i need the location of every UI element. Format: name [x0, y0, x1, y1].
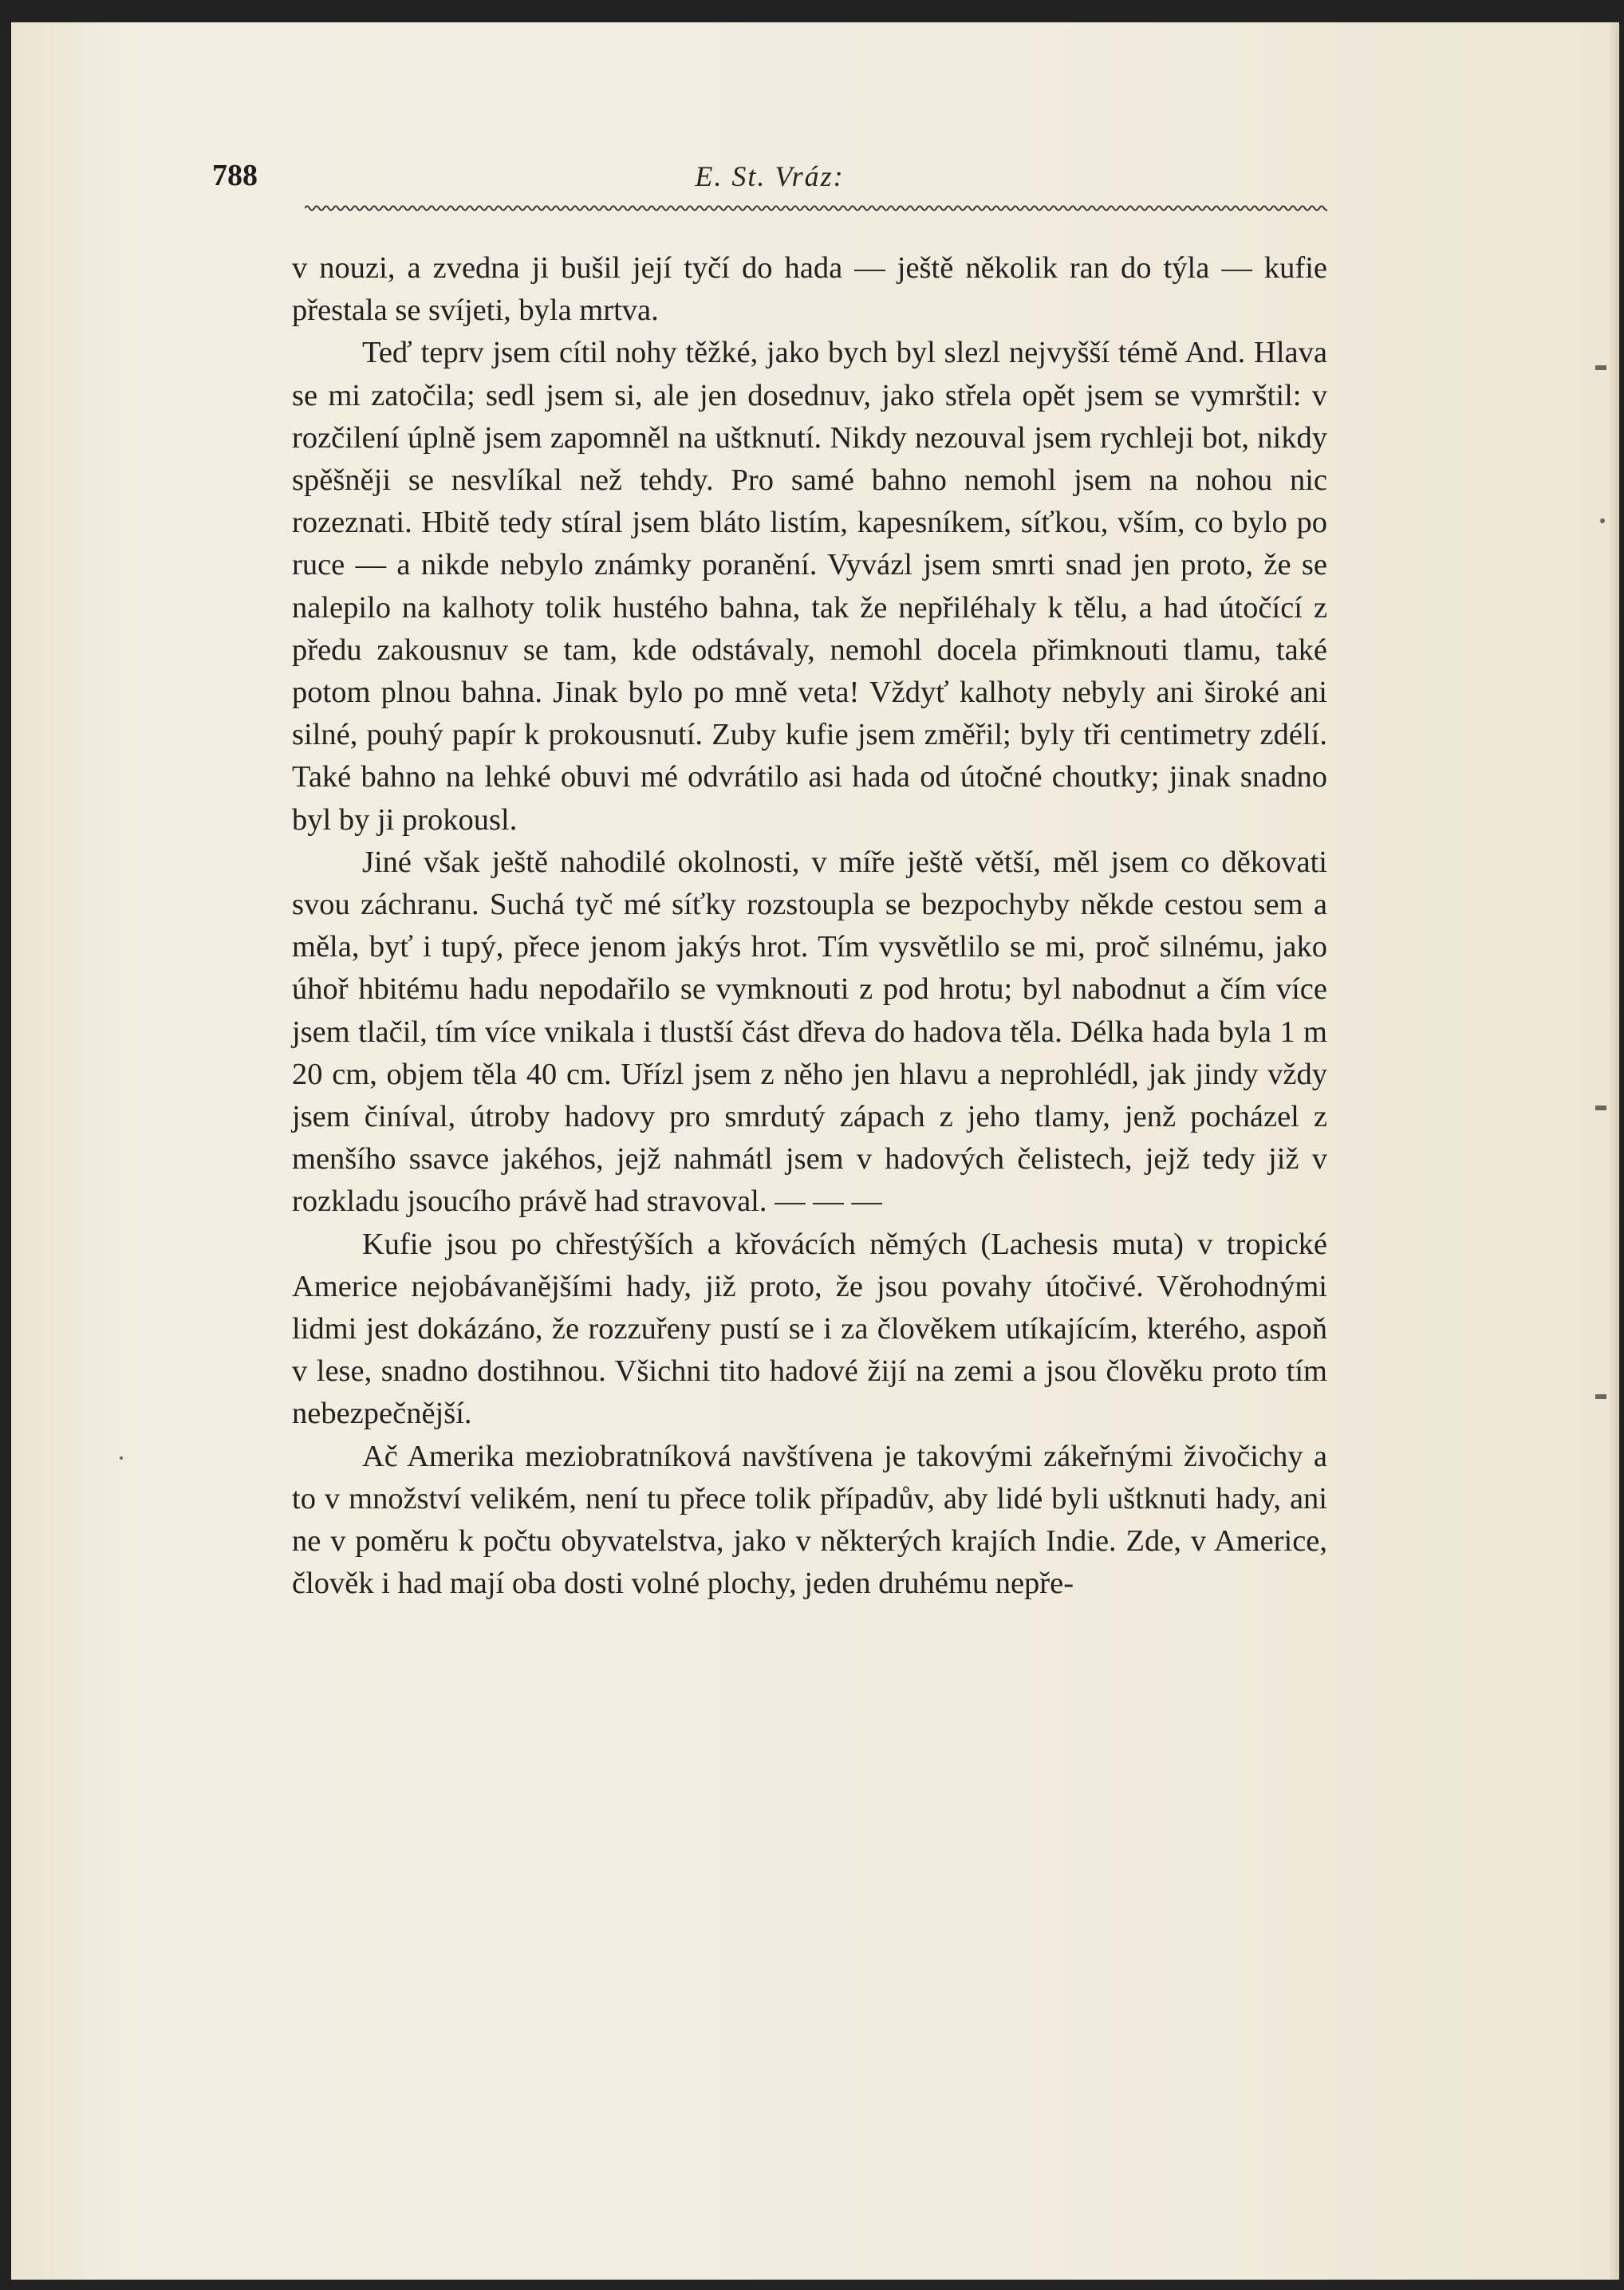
margin-mark: [1595, 1106, 1606, 1110]
paragraph-5: Ač Amerika meziobratníková navštívena je takovými zákeřnými živočichy a to v množství velikém, není tu přece tolik případův, aby lidé byli uštknuti hady, ani ne v poměru k počtu obyvatelstva, jako v některých krajích Indie. Zde, v Americe, člověk i had mají oba dosti volné plochy, jeden druhému nepře-: [292, 1439, 1327, 1601]
body-text: [292, 247, 1327, 1606]
paragraph-1: v nouzi, a zvedna ji bušil její tyčí do hada — ještě několik ran do týla — kufie přestala se svíjeti, byla mrtva.: [292, 251, 1327, 328]
margin-mark: [1595, 1394, 1606, 1399]
running-head: E. St. Vráz:: [695, 160, 845, 192]
page-header: [212, 158, 1327, 206]
margin-mark: [1600, 518, 1605, 523]
page-edge: [1610, 22, 1619, 2280]
margin-mark: [120, 1456, 123, 1460]
paragraph-3: Jiné však ještě nahodilé okolnosti, v míře ještě větší, měl jsem co děkovati svou záchranu. Suchá tyč mé síťky rozstoupla se bezpochyby někde cestou sem a měla, byť i tupý, přece jenom jakýs hrot. Tím vysvětlilo se mi, proč silnému, jako úhoř hbitému hadu nepodařilo se vymknouti z pod hrotu; byl nabodnut a čím více jsem tlačil, tím více vnikala i tlustší část dřeva do hadova těla. Délka hada byla 1 m 20 cm, objem těla 40 cm. Uřízl jsem z něho jen hlavu a neprohlédl, jak jindy vždy jsem činíval, útroby hadovy pro smrdutý zápach z jeho tlamy, jenž pocházel z menšího ssavce jakéhos, jejž nahmátl jsem v hadových čelistech, jejž tedy již v rozkladu jsoucího právě had stravoval. — — —: [292, 845, 1327, 1219]
paragraph-4: Kufie jsou po chřestýších a křovácích němých (Lachesis muta) v tropické Americe nejobávanějšími hady, již proto, že jsou povahy útočivé. Věrohodnými lidmi jest dokázáno, že rozzuřeny pustí se i za člověkem utíkajícím, kterého, aspoň v lese, snadno dostihnou. Všichni tito hadové žijí na zemi a jsou člověku proto tím nebezpečnější.: [292, 1227, 1327, 1431]
page-number: 788: [212, 159, 258, 192]
margin-mark: [1595, 365, 1606, 370]
book-page: [11, 22, 1619, 2280]
header-wavy-rule: [305, 203, 1327, 214]
paragraph-2: Teď teprv jsem cítil nohy těžké, jako bych byl slezl nejvyšší témě And. Hlava se mi zatočila; sedl jsem si, ale jen dosednuv, jako střela opět jsem se vymrštil: v rozčilení úplně jsem zapomněl na uštknutí. Nikdy nezouval jsem rychleji bot, nikdy spěšněji se nesvlíkal než tehdy. Pro samé bahno nemohl jsem na nohou nic rozeznati. Hbitě tedy stíral jsem bláto listím, kapesníkem, síťkou, vším, co bylo po ruce — a nikde nebylo známky poranění. Vyvázl jsem smrti snad jen proto, že se nalepilo na kalhoty tolik hustého bahna, tak že nepřiléhaly k tělu, a had útočící z předu zakousnuv se tam, kde odstávaly, nemohl docela přimknouti tlamu, také potom plnou bahna. Jinak bylo po mně veta! Vždyť kalhoty nebyly ani široké ani silné, pouhý papír k prokousnutí. Zuby kufie jsem změřil; byly tři centimetry zdélí. Také bahno na lehké obuvi mé odvrátilo asi hada od útočné choutky; jinak snadno byl by ji prokousl.: [292, 336, 1327, 837]
